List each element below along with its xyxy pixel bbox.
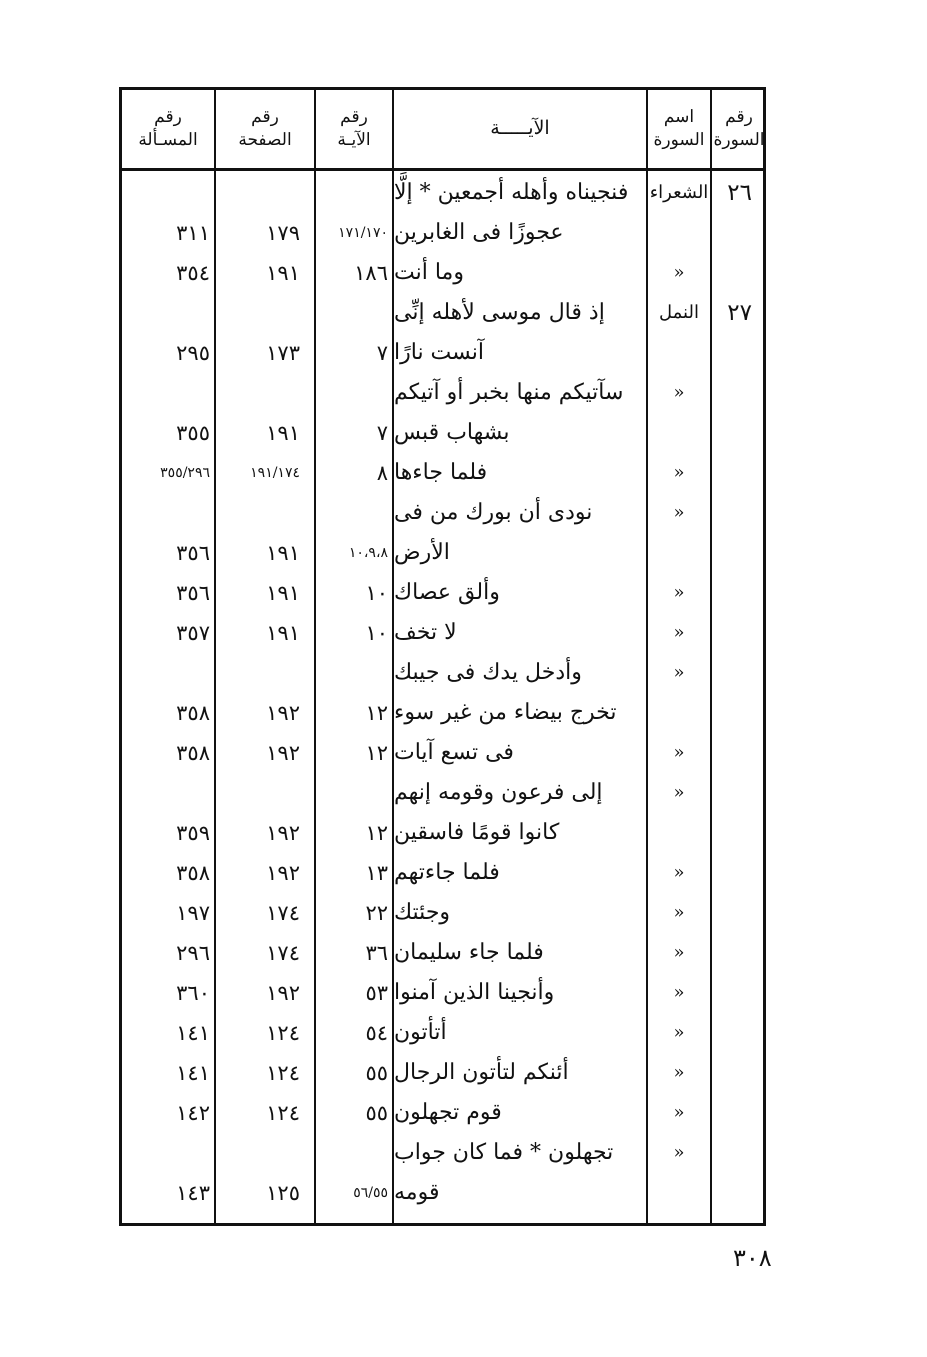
cell-masala-no: ٣٥٦ xyxy=(176,580,210,605)
cell-surah-no xyxy=(712,533,752,572)
table-row xyxy=(122,773,763,812)
table-row xyxy=(122,573,763,612)
index-table xyxy=(119,87,766,1226)
cell-surah-no xyxy=(712,853,752,892)
cell-masala-no: ٣٥٨ xyxy=(176,740,210,765)
cell-ayah: لا تخف xyxy=(394,620,457,645)
table-row xyxy=(122,333,763,372)
cell-ayah-no xyxy=(316,173,388,212)
cell-page-no: ١٢٥ xyxy=(266,1180,300,1205)
cell-surah-no: ٢٦ xyxy=(727,179,752,206)
cell-page-no: ١٩٢ xyxy=(266,860,300,885)
cell-ayah: بشهاب قبس xyxy=(394,420,510,445)
cell-ayah-no: ١٢ xyxy=(365,700,388,725)
cell-surah-no xyxy=(712,1133,752,1172)
cell-surah-name: الشعراء xyxy=(649,182,709,203)
cell-ayah-no: ٧ xyxy=(376,420,388,445)
cell-page-no: ١٩١ xyxy=(266,420,300,445)
cell-ayah: قومه xyxy=(394,1180,440,1205)
cell-ayah-no: ٧ xyxy=(376,340,388,365)
cell-surah-name: » xyxy=(673,502,685,523)
cell-ayah: سآتيكم منها بخبر أو آتيكم xyxy=(394,380,624,405)
cell-page-no xyxy=(216,653,300,692)
header-page-number xyxy=(216,90,314,168)
table-row xyxy=(122,253,763,292)
cell-surah-name: » xyxy=(673,862,685,883)
cell-surah-no xyxy=(712,1173,752,1212)
cell-page-no xyxy=(216,173,300,212)
cell-masala-no: ١٩٧ xyxy=(176,900,210,925)
cell-ayah: كانوا قومًا فاسقين xyxy=(394,820,560,845)
header-surah-name-line1: اسم xyxy=(663,107,695,128)
cell-ayah: فلما جاءها xyxy=(394,460,488,485)
cell-surah-name: » xyxy=(673,1142,685,1163)
header-ayah-number xyxy=(316,90,392,168)
cell-masala-no: ١٤٣ xyxy=(176,1180,210,1205)
cell-page-no xyxy=(216,773,300,812)
table-row xyxy=(122,493,763,532)
page-number: ٣٠٨ xyxy=(733,1244,772,1272)
cell-ayah-no: ٥٥ xyxy=(365,1100,388,1125)
cell-surah-no xyxy=(712,613,752,652)
cell-ayah: آنست نارًا xyxy=(394,340,485,365)
cell-surah-no xyxy=(712,1093,752,1132)
cell-surah-no xyxy=(712,1053,752,1092)
cell-page-no: ١٩١ xyxy=(266,540,300,565)
cell-ayah-no: ١٢ xyxy=(365,820,388,845)
cell-ayah: إلى فرعون وقومه إنهم xyxy=(394,780,603,805)
cell-surah-name: » xyxy=(673,782,685,803)
cell-surah-name: » xyxy=(673,582,685,603)
table-row xyxy=(122,173,763,212)
cell-page-no: ١٩٢ xyxy=(266,700,300,725)
cell-surah-name xyxy=(648,813,710,852)
cell-ayah: فلما جاءتهم xyxy=(394,860,500,885)
cell-masala-no: ٣٥٨ xyxy=(176,860,210,885)
cell-surah-name xyxy=(648,213,710,252)
cell-page-no xyxy=(216,493,300,532)
cell-surah-name: » xyxy=(673,462,685,483)
cell-ayah-no: ٥٥ xyxy=(365,1060,388,1085)
cell-ayah-no xyxy=(316,773,388,812)
cell-ayah-no: ٥٤ xyxy=(365,1020,388,1045)
table-row xyxy=(122,533,763,572)
cell-surah-name: » xyxy=(673,1102,685,1123)
cell-surah-name xyxy=(648,1173,710,1212)
cell-ayah-no: ٣٦ xyxy=(365,940,388,965)
cell-page-no: ١٩١/١٧٤ xyxy=(250,464,300,481)
cell-page-no xyxy=(216,293,300,332)
cell-ayah-no: ١٠،٩،٨ xyxy=(348,544,388,561)
header-surah-number xyxy=(712,90,766,168)
header-masala-number-line1: رقم xyxy=(154,107,182,128)
cell-ayah: الأرض xyxy=(394,540,450,565)
cell-surah-no xyxy=(712,933,752,972)
cell-masala-no: ٣٥٩ xyxy=(176,820,210,845)
cell-surah-no xyxy=(712,213,752,252)
cell-page-no: ١٢٤ xyxy=(266,1060,300,1085)
cell-masala-no: ١٤٢ xyxy=(176,1100,210,1125)
table-row xyxy=(122,693,763,732)
cell-surah-name: النمل xyxy=(659,302,699,323)
cell-masala-no: ٣٥٥/٢٩٦ xyxy=(160,464,210,481)
cell-surah-no xyxy=(712,493,752,532)
cell-ayah-no: ١٧١/١٧٠ xyxy=(338,224,388,241)
table-row xyxy=(122,413,763,452)
cell-masala-no xyxy=(122,493,210,532)
cell-page-no xyxy=(216,1133,300,1172)
cell-ayah: فلما جاء سليمان xyxy=(394,940,544,965)
cell-ayah: أئنكم لتأتون الرجال xyxy=(394,1060,569,1085)
cell-page-no: ١٩١ xyxy=(266,260,300,285)
cell-page-no: ١٩١ xyxy=(266,620,300,645)
cell-surah-no xyxy=(712,1013,752,1052)
cell-surah-no: ٢٧ xyxy=(727,299,752,326)
cell-surah-name: » xyxy=(673,902,685,923)
cell-surah-name xyxy=(648,333,710,372)
cell-page-no: ١٩٢ xyxy=(266,820,300,845)
header-ayah-label: الآيـــــة xyxy=(490,117,550,140)
cell-page-no: ١٢٤ xyxy=(266,1020,300,1045)
cell-masala-no xyxy=(122,373,210,412)
cell-ayah-no xyxy=(316,493,388,532)
cell-surah-no xyxy=(712,573,752,612)
cell-masala-no xyxy=(122,173,210,212)
cell-ayah: وأدخل يدك فى جيبك xyxy=(394,660,582,685)
cell-ayah-no xyxy=(316,293,388,332)
header-divider xyxy=(122,168,763,171)
table-row xyxy=(122,653,763,692)
header-surah-number-line2: السورة xyxy=(713,130,765,150)
table-row xyxy=(122,893,763,932)
cell-ayah: فنجيناه وأهله أجمعين * إلَّا xyxy=(394,180,629,205)
cell-page-no: ١٧٤ xyxy=(266,900,300,925)
table-row xyxy=(122,1053,763,1092)
cell-masala-no: ٣٥٨ xyxy=(176,700,210,725)
cell-ayah: وجئتك xyxy=(394,900,451,925)
table-row xyxy=(122,933,763,972)
table-row xyxy=(122,973,763,1012)
cell-ayah: وألق عصاك xyxy=(394,580,500,605)
cell-surah-name: » xyxy=(673,662,685,683)
cell-masala-no: ٣٥٥ xyxy=(176,420,210,445)
cell-surah-name: » xyxy=(673,942,685,963)
table-row xyxy=(122,453,763,492)
header-ayah-number-line1: رقم xyxy=(340,107,368,128)
cell-ayah: قوم تجهلون xyxy=(394,1100,502,1125)
cell-surah-no xyxy=(712,893,752,932)
cell-masala-no xyxy=(122,773,210,812)
cell-surah-name xyxy=(648,693,710,732)
cell-page-no: ١٩٢ xyxy=(266,980,300,1005)
cell-surah-name: » xyxy=(673,742,685,763)
cell-page-no: ١٢٤ xyxy=(266,1100,300,1125)
table-row xyxy=(122,613,763,652)
cell-ayah: فى تسع آيات xyxy=(394,740,514,765)
cell-ayah: نودى أن بورك من فى xyxy=(394,500,593,525)
cell-surah-no xyxy=(712,813,752,852)
header-masala-number xyxy=(122,90,214,168)
cell-ayah-no: ١٣ xyxy=(365,860,388,885)
cell-masala-no: ٣٥٧ xyxy=(176,620,210,645)
cell-surah-no xyxy=(712,653,752,692)
cell-ayah-no: ١٨٦ xyxy=(354,260,388,285)
cell-masala-no: ٢٩٥ xyxy=(176,340,210,365)
cell-surah-name: » xyxy=(673,1062,685,1083)
cell-ayah: وما أنت xyxy=(394,260,464,285)
cell-ayah: أتأتون xyxy=(394,1020,447,1045)
cell-page-no: ١٩١ xyxy=(266,580,300,605)
header-ayah xyxy=(394,90,646,168)
cell-surah-name xyxy=(648,413,710,452)
cell-ayah-no xyxy=(316,1133,388,1172)
cell-ayah-no: ١٠ xyxy=(365,580,388,605)
table-row xyxy=(122,1173,763,1212)
cell-ayah: وأنجينا الذين آمنوا xyxy=(394,980,555,1005)
cell-surah-name: » xyxy=(673,982,685,1003)
cell-surah-no xyxy=(712,773,752,812)
cell-surah-name: » xyxy=(673,262,685,283)
cell-masala-no: ٣١١ xyxy=(176,220,210,245)
cell-ayah-no xyxy=(316,653,388,692)
table-row xyxy=(122,213,763,252)
cell-surah-no xyxy=(712,253,752,292)
cell-ayah-no: ١٢ xyxy=(365,740,388,765)
table-row xyxy=(122,1013,763,1052)
table-row xyxy=(122,1133,763,1172)
cell-surah-no xyxy=(712,693,752,732)
cell-masala-no: ٢٩٦ xyxy=(176,940,210,965)
cell-ayah-no: ٨ xyxy=(376,460,388,485)
table-row xyxy=(122,853,763,892)
cell-ayah-no: ١٠ xyxy=(365,620,388,645)
cell-page-no xyxy=(216,373,300,412)
cell-surah-name: » xyxy=(673,622,685,643)
cell-ayah: عجوزًا فى الغابرين xyxy=(394,220,564,245)
cell-masala-no xyxy=(122,653,210,692)
cell-surah-name xyxy=(648,533,710,572)
cell-ayah: إذ قال موسى لأهله إنِّى xyxy=(394,300,605,325)
cell-masala-no: ٣٥٤ xyxy=(176,260,210,285)
cell-ayah: تخرج بيضاء من غير سوء xyxy=(394,700,617,725)
table-row xyxy=(122,733,763,772)
cell-surah-no xyxy=(712,413,752,452)
cell-surah-no xyxy=(712,333,752,372)
header-surah-name-line2: السورة xyxy=(653,130,705,150)
header-surah-number-line1: رقم xyxy=(725,107,753,128)
cell-page-no: ١٩٢ xyxy=(266,740,300,765)
table-row xyxy=(122,373,763,412)
cell-ayah-no xyxy=(316,373,388,412)
cell-surah-name: » xyxy=(673,1022,685,1043)
cell-surah-no xyxy=(712,973,752,1012)
cell-ayah-no: ٥٦/٥٥ xyxy=(353,1184,388,1201)
table-row xyxy=(122,293,763,332)
cell-masala-no: ١٤١ xyxy=(176,1020,210,1045)
header-surah-name xyxy=(648,90,710,168)
cell-masala-no xyxy=(122,293,210,332)
cell-surah-no xyxy=(712,373,752,412)
header-ayah-number-line2: الآيـة xyxy=(337,130,371,150)
header-page-number-line1: رقم xyxy=(251,107,279,128)
cell-page-no: ١٧٣ xyxy=(266,340,300,365)
cell-surah-no xyxy=(712,453,752,492)
header-page-number-line2: الصفحة xyxy=(238,130,292,150)
cell-masala-no: ١٤١ xyxy=(176,1060,210,1085)
cell-masala-no: ٣٥٦ xyxy=(176,540,210,565)
cell-surah-no xyxy=(712,733,752,772)
cell-ayah-no: ٢٢ xyxy=(365,900,388,925)
cell-ayah-no: ٥٣ xyxy=(365,980,388,1005)
cell-page-no: ١٧٤ xyxy=(266,940,300,965)
cell-masala-no xyxy=(122,1133,210,1172)
table-row xyxy=(122,1093,763,1132)
header-masala-number-line2: المسـألة xyxy=(138,130,198,150)
cell-surah-name: » xyxy=(673,382,685,403)
table-row xyxy=(122,813,763,852)
cell-ayah: تجهلون * فما كان جواب xyxy=(394,1140,614,1165)
cell-masala-no: ٣٦٠ xyxy=(176,980,210,1005)
cell-page-no: ١٧٩ xyxy=(266,220,300,245)
